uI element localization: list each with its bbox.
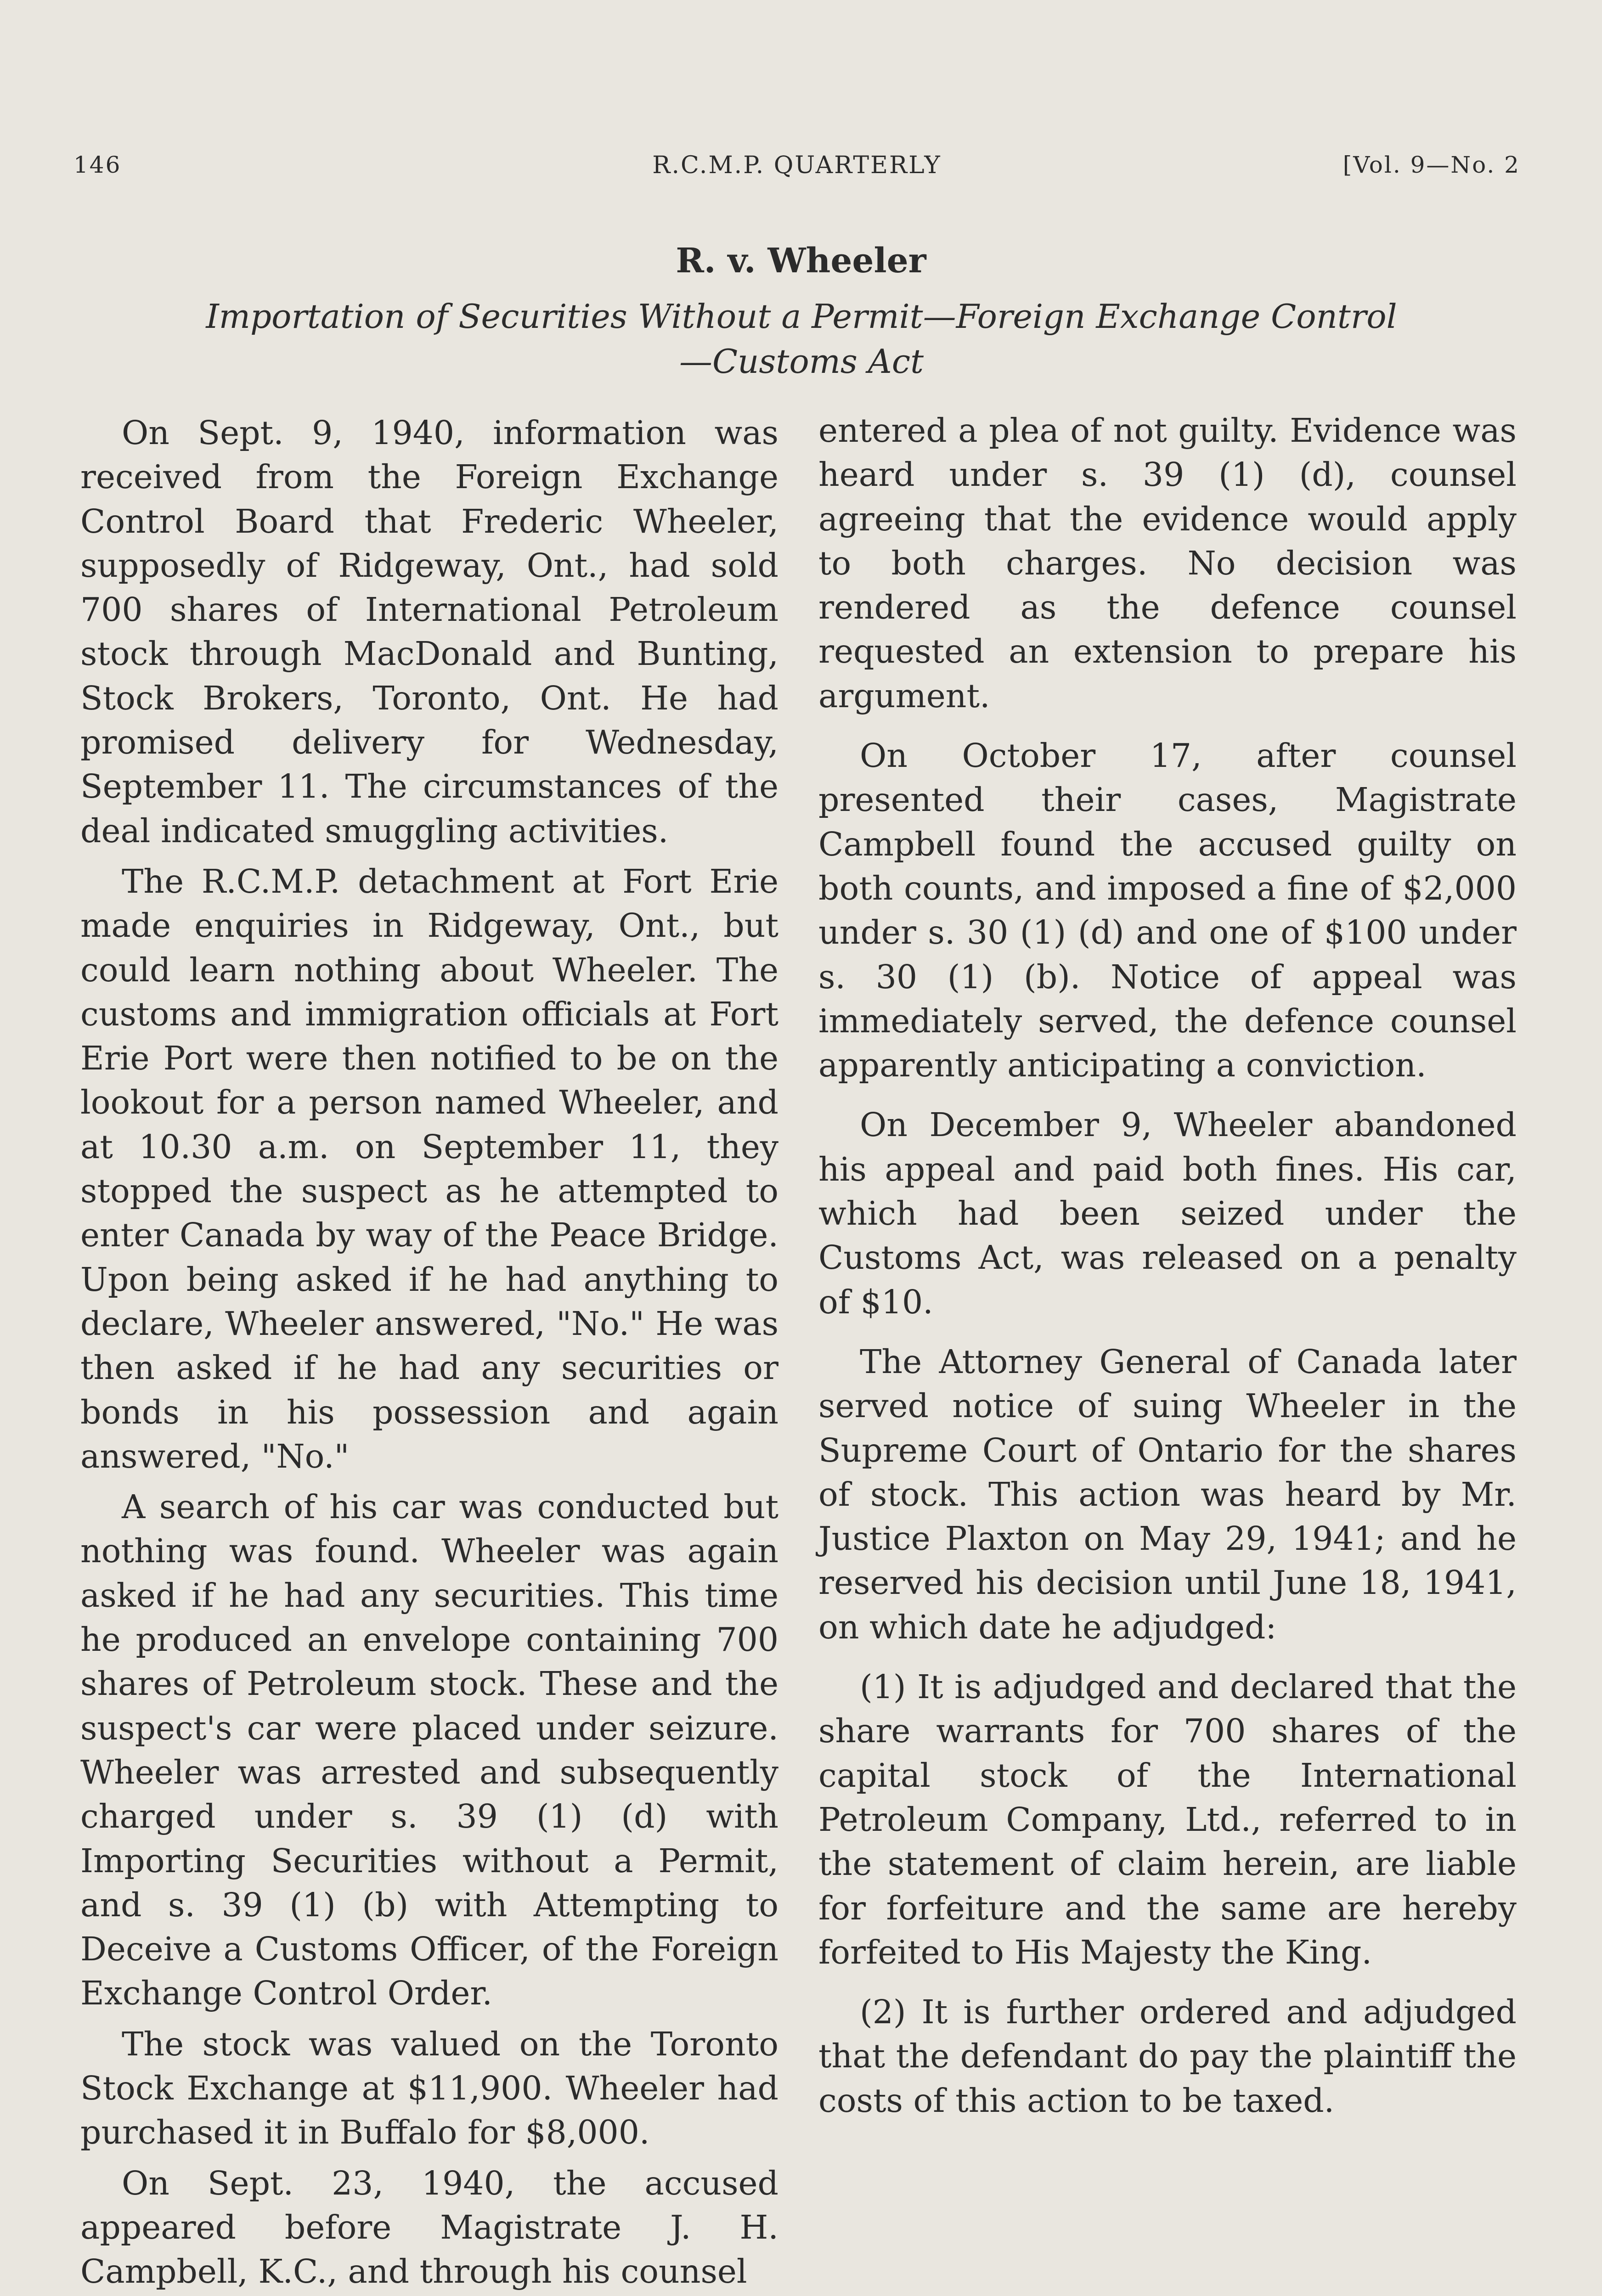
volume-label: [Vol. 9—No. 2 — [1343, 152, 1520, 178]
paragraph: (2) It is further ordered and adjudged that the defendant do pay the plaintiff the costs of this action to be taxed. — [818, 1993, 1517, 2120]
left-column — [80, 411, 778, 2296]
article-title: R. v. Wheeler — [676, 241, 926, 281]
paragraph: A search of his car was conducted but nothing was found. Wheeler was again asked if he had any securities. This time he produced an envelope containing 700 shares of Petroleum stock. These and the suspect's car were placed under seizure. Wheeler was arrested and subsequently charged under s. 39 (1) (d) with Importing Securities without a Permit, and s. 39 (1) (b) with Attempting to Deceive a Customs Officer, of the Foreign Exchange Control Order. — [80, 1488, 778, 2013]
paragraph: (1) It is adjudged and declared that the share warrants for 700 shares of the capital stock of the International Petroleum Company, Ltd., referred to in the statement of claim herein, are liable for forfeiture and the same are hereby forfeited to His Majesty the King. — [818, 1668, 1517, 1971]
paragraph: On Sept. 9, 1940, information was received from the Foreign Exchange Control Board that Frederic Wheeler, supposedly of Ridgeway, Ont., had sold 700 shares of International Petroleum stock through MacDonald and Bunting, Stock Brokers, Toronto, Ont. He had promised delivery for Wednesday, September 11. The circumstances of the deal indicated smuggling activities. — [80, 414, 778, 850]
paragraph: The stock was valued on the Toronto Stock Exchange at $11,900. Wheeler had purchased it in Buffalo for $8,000. — [80, 2025, 778, 2152]
page-number: 146 — [73, 152, 122, 178]
paragraph: On October 17, after counsel presented their cases, Magistrate Campbell found the accused guilty on both counts, and imposed a fine of $2,000 under s. 30 (1) (d) and one of $100 under s. 30 (1) (b). Notice of appeal was immediately served, the defence counsel apparently anticipating a conviction. — [818, 737, 1517, 1085]
paragraph: entered a plea of not guilty. Evidence was heard under s. 39 (1) (d), counsel agreeing that the evidence would apply to both charges. No decision was rendered as the defence counsel requested an extension to prepare his argument. — [818, 411, 1517, 715]
journal-title: R.C.M.P. QUARTERLY — [652, 152, 942, 179]
article-subtitle: Importation of Securities Without a Permit—Foreign Exchange Control—Customs Act — [206, 297, 1397, 381]
running-header — [73, 152, 1520, 188]
paragraph: The Attorney General of Canada later served notice of suing Wheeler in the Supreme Court of Ontario for the shares of stock. This action was heard by Mr. Justice Plaxton on May 29, 1941; and he reserved his decision until June 18, 1941, on which date he adjudged: — [818, 1342, 1517, 1646]
paragraph: On December 9, Wheeler abandoned his appeal and paid both fines. His car, which had been seized under the Customs Act, was released on a penalty of $10. — [818, 1106, 1517, 1321]
paragraph: The R.C.M.P. detachment at Fort Erie made enquiries in Ridgeway, Ont., but could learn nothing about Wheeler. The customs and immigration officials at Fort Erie Port were then notified to be on the lookout for a person named Wheeler, and at 10.30 a.m. on September 11, they stopped the suspect as he attempted to enter Canada by way of the Peace Bridge. Upon being asked if he had anything to declare, Wheeler answered, "No." He was then asked if he had any securities or bonds in his possession and again answered, "No." — [80, 862, 778, 1475]
right-column — [818, 409, 1517, 2138]
paragraph: On Sept. 23, 1940, the accused appeared before Magistrate J. H. Campbell, K.C., and through his counsel — [80, 2164, 778, 2291]
